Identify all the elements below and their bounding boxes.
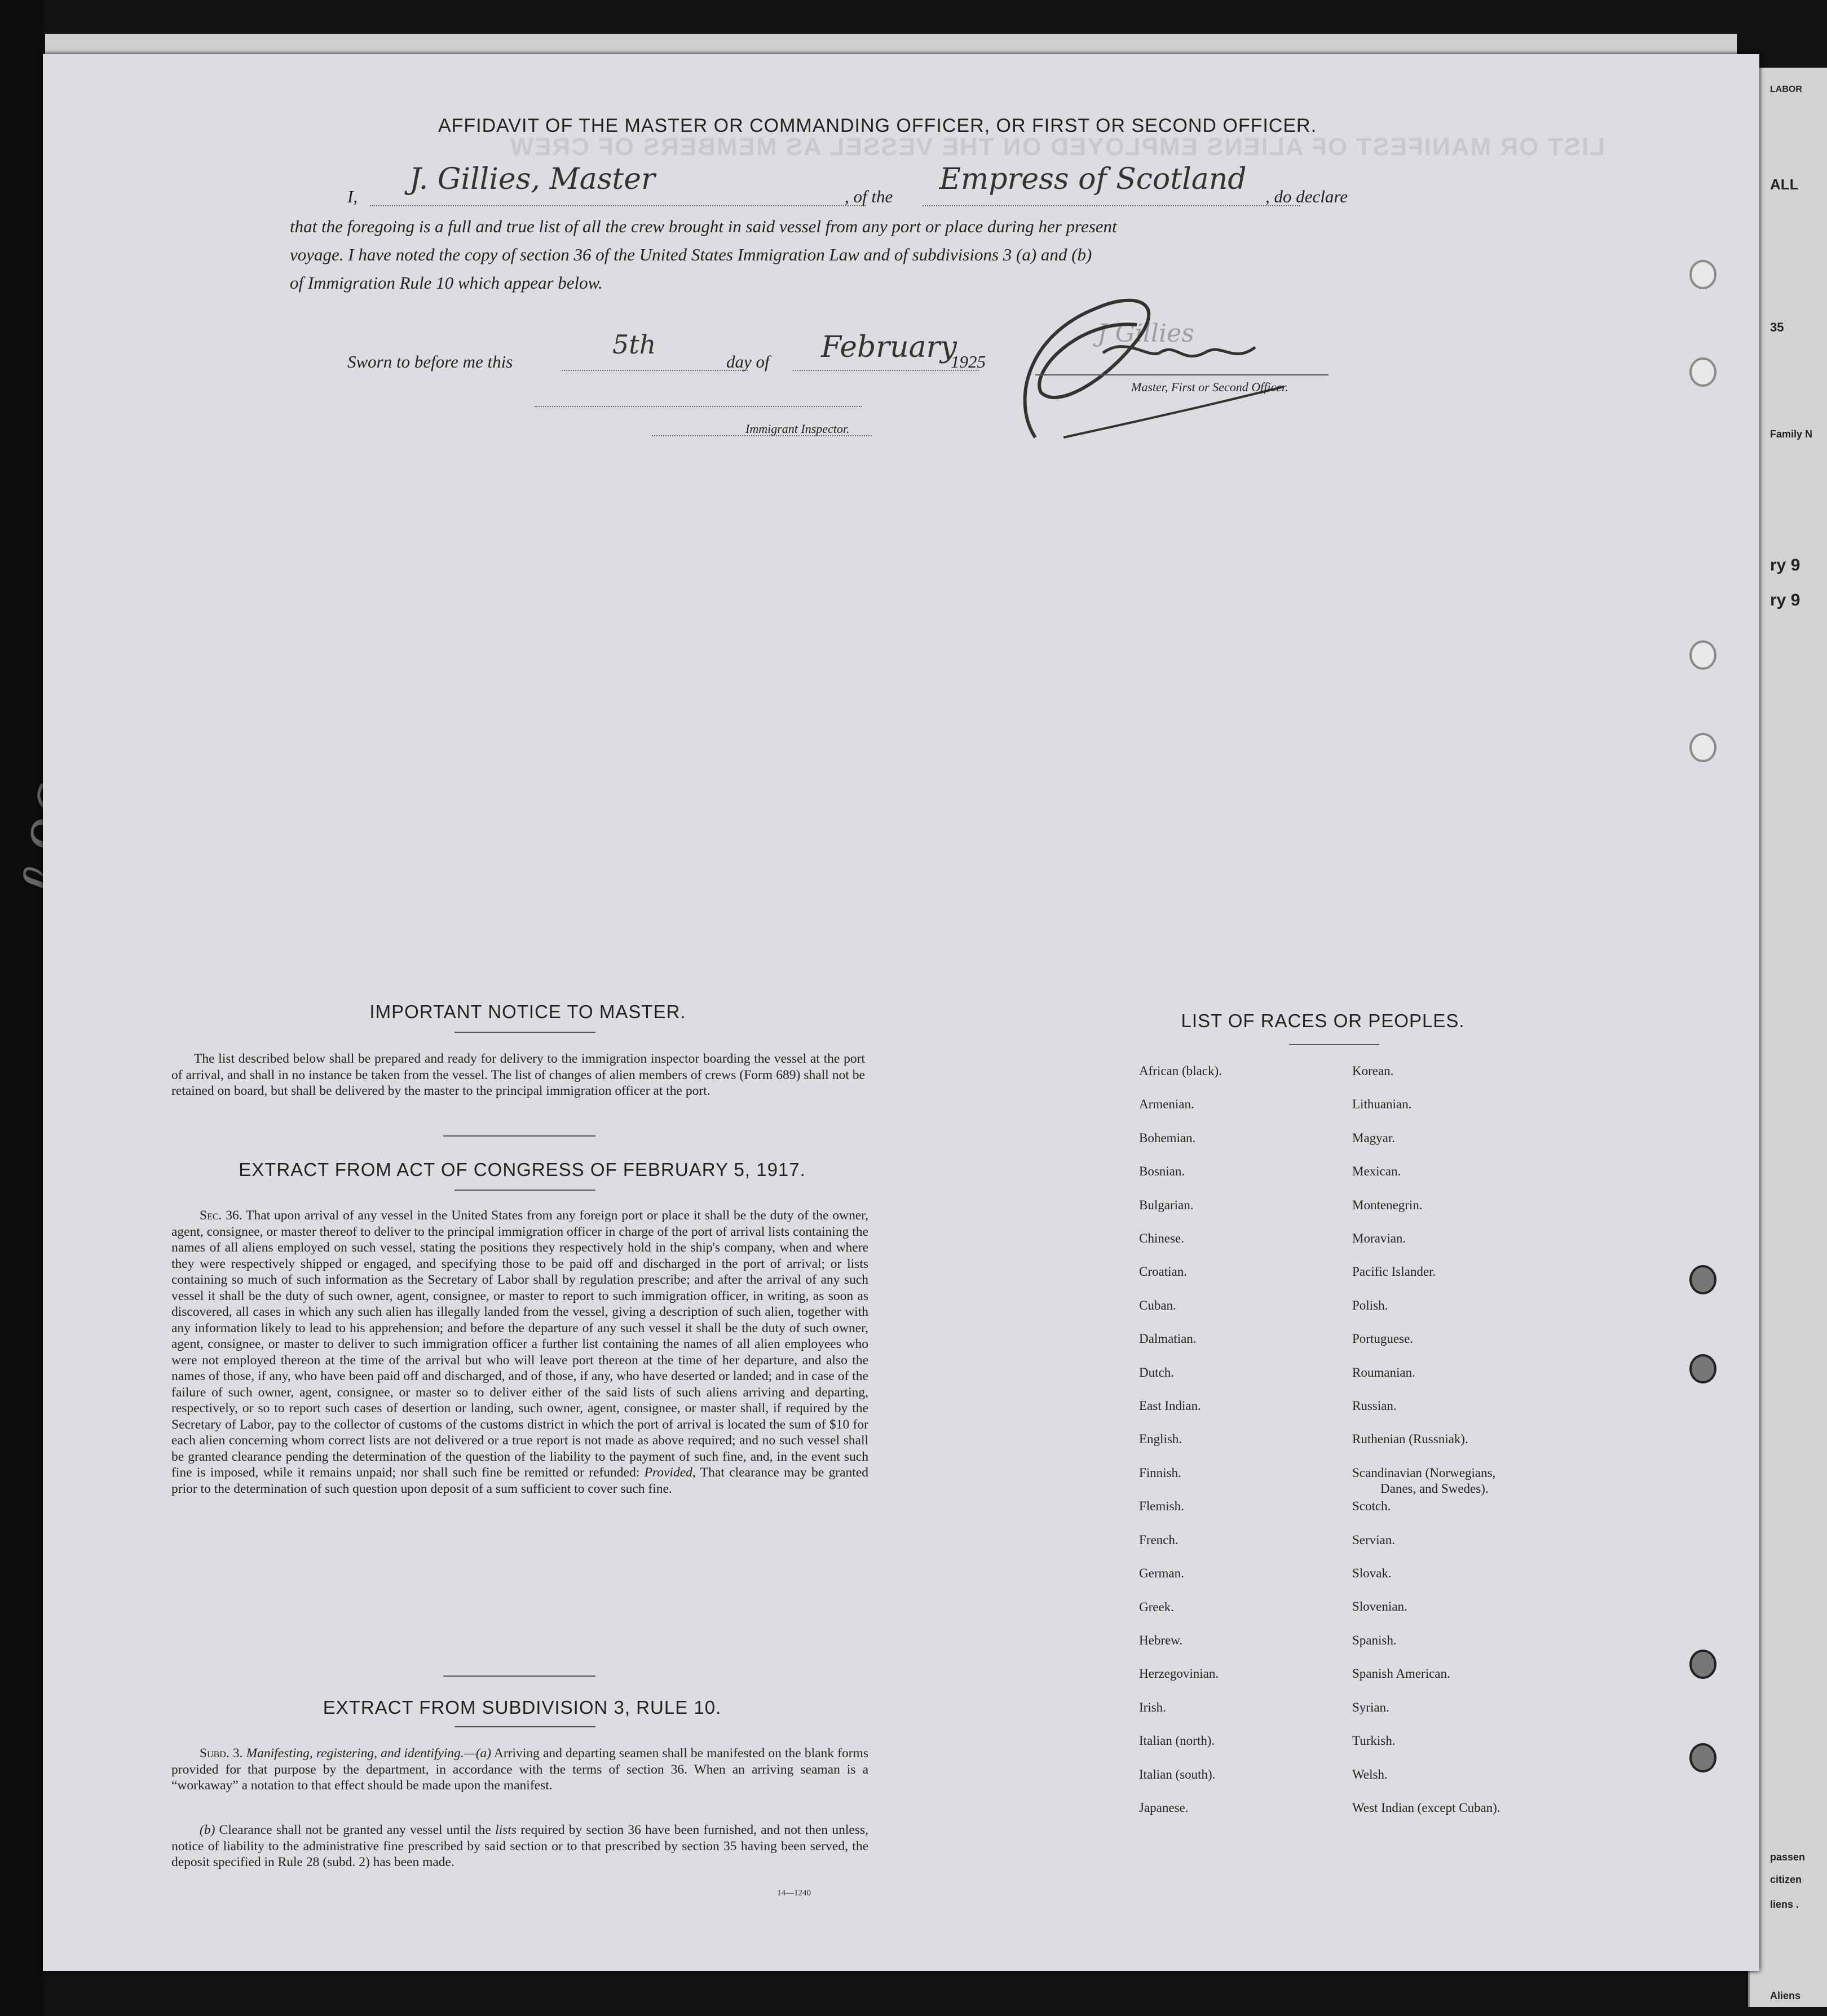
race-item: Bosnian. — [1139, 1164, 1185, 1179]
race-item: Japanese. — [1139, 1800, 1189, 1815]
signature-line — [1035, 374, 1329, 375]
rule-a-label: Subd. 3. — [200, 1746, 243, 1761]
race-item: Italian (south). — [1139, 1767, 1216, 1781]
handwritten-master-name: J. Gillies, Master — [409, 162, 655, 196]
race-item: German. — [1139, 1566, 1184, 1581]
inspector-line-upper — [535, 406, 862, 407]
affidavit-line1-suffix: , do declare — [1265, 187, 1348, 206]
edge-label: citizen — [1770, 1874, 1802, 1885]
affidavit-line1-middle: , of the — [845, 187, 893, 206]
edge-label: Family N — [1770, 428, 1813, 440]
affidavit-line4: of Immigration Rule 10 which appear below. — [290, 273, 603, 293]
race-item: Dalmatian. — [1139, 1332, 1197, 1346]
edge-label: ry 9 — [1770, 591, 1800, 609]
race-item: Portuguese. — [1352, 1332, 1413, 1346]
rule-b-text-2: required by section 36 have been furnished, and not then unless, notice of liability to the administrative fine prescribed by said section or to that prescribed by section 35 having been served, the deposit specified in Rule 28 (subd. 2) has been made. — [171, 1823, 869, 1869]
edge-label: passen — [1770, 1851, 1806, 1863]
races-left-column — [1139, 1054, 1222, 1824]
name-blank — [370, 205, 866, 206]
punch-hole — [1689, 733, 1716, 762]
race-item: Welsh. — [1352, 1767, 1388, 1781]
affidavit-title: AFFIDAVIT OF THE MASTER OR COMMANDING OFFICER, OR FIRST OR SECOND OFFICER. — [438, 115, 1317, 136]
punch-hole — [1689, 1354, 1716, 1383]
rule-heading: EXTRACT FROM SUBDIVISION 3, RULE 10. — [323, 1697, 722, 1718]
inspector-caption: Immigrant Inspector. — [745, 422, 850, 436]
act-divider — [443, 1675, 595, 1677]
notice-heading-rule — [454, 1032, 595, 1033]
race-item: Bohemian. — [1139, 1130, 1196, 1145]
rule-heading-rule — [454, 1726, 595, 1727]
edge-label: LABOR — [1770, 85, 1802, 94]
punch-hole — [1689, 1743, 1716, 1772]
race-item: Turkish. — [1352, 1734, 1396, 1748]
race-item: Ruthenian (Russniak). — [1352, 1432, 1468, 1447]
edge-label: ALL — [1770, 176, 1799, 193]
race-item: English. — [1139, 1432, 1182, 1447]
rule-a-italic: Manifesting, registering, and identifying.—(a) — [246, 1746, 492, 1761]
race-item: Scotch. — [1352, 1499, 1391, 1514]
race-item: Syrian. — [1352, 1700, 1389, 1714]
form-number: 14—1240 — [777, 1889, 811, 1898]
races-heading-rule — [1289, 1044, 1379, 1045]
race-item: Chinese. — [1139, 1231, 1184, 1246]
race-item: Croatian. — [1139, 1265, 1187, 1279]
race-item — [1352, 1456, 1501, 1496]
race-item: Spanish American. — [1352, 1666, 1450, 1681]
act-heading-rule — [454, 1190, 595, 1191]
race-item: Dutch. — [1139, 1365, 1174, 1380]
rule-paragraph-a — [171, 1745, 868, 1794]
punch-hole — [1689, 260, 1716, 289]
signature-caption: Master, First or Second Officer. — [1131, 380, 1288, 394]
punch-hole — [1689, 640, 1716, 670]
act-sec-label: Sec. 36. — [200, 1208, 242, 1223]
race-item: Servian. — [1352, 1532, 1396, 1547]
rule-a-text: Arriving and departing seamen shall be manifested on the blank forms provided for that purpose by the department, in accordance with the terms of section 36. When an arriving seaman is a “workaway” a notation to that effect should be made upon the manifest. — [171, 1746, 868, 1793]
race-item: Korean. — [1352, 1064, 1394, 1078]
punch-hole — [1689, 1265, 1716, 1294]
affidavit-line2: that the foregoing is a full and true list of all the crew brought in said vessel from any port or place during her present — [290, 216, 1117, 236]
race-item: Greek. — [1139, 1599, 1174, 1614]
rule-b-lists: lists — [495, 1823, 517, 1837]
act-provided-text: That clearance may be granted prior to the determination of such question upon deposit of a sum sufficient to cover such fine. — [171, 1465, 868, 1496]
rule-b-text-1: Clearance shall not be granted any vessel until the — [219, 1823, 491, 1837]
notice-divider — [443, 1135, 595, 1137]
race-item: Finnish. — [1139, 1465, 1181, 1480]
act-heading: EXTRACT FROM ACT OF CONGRESS OF FEBRUARY 5, 1917. — [239, 1159, 806, 1180]
affidavit-line1-prefix: I, — [347, 187, 358, 206]
race-item: Slovak. — [1352, 1566, 1392, 1581]
race-item: Slovenian. — [1352, 1599, 1407, 1614]
race-item: African (black). — [1139, 1064, 1222, 1078]
punch-hole — [1689, 357, 1716, 387]
edge-label: ry 9 — [1770, 556, 1800, 574]
race-item: French. — [1139, 1532, 1179, 1547]
rule-paragraph-b — [171, 1822, 868, 1871]
handwritten-month: February — [821, 330, 957, 364]
bleed-through-text: LIST OR MANIFEST OF ALIENS EMPLOYED ON THE VESSEL AS MEMBERS OF CREW — [509, 133, 1605, 161]
race-item: Irish. — [1139, 1700, 1166, 1714]
race-item: Pacific Islander. — [1352, 1265, 1436, 1279]
race-item: Moravian. — [1352, 1231, 1406, 1246]
race-item: Hebrew. — [1139, 1633, 1183, 1647]
handwritten-signature: J Gillies — [1097, 319, 1194, 348]
race-item: Montenegrin. — [1352, 1197, 1423, 1212]
race-item-line: Scandinavian (Norwegians, — [1352, 1465, 1496, 1480]
race-item: East Indian. — [1139, 1399, 1201, 1413]
document-page — [43, 54, 1759, 1971]
act-text: That upon arrival of any vessel in the United States from any foreign port or place it shall be the duty of the owner, agent, consignee, or master thereof to deliver to the principal immigration officer in charge of the port of arrival lists containing the names of all aliens employed on such vessel, stating the positions they respectively hold in the ship's company, when and where they were respectively shipped or engaged, and specifying those to be paid off and discharged in the port of arrival; or lists containing so much of such information as the Secretary of Labor shall by regulation prescribe; and after the arrival of any such vessel it shall be the duty of such owner, agent, consignee, or master to report to such immigration officer, in writing, as soon as discovered, all cases in which any such alien has illegally landed from the vessel, giving a description of such alien, together with any information likely to lead to his apprehension; and before the departure of any such vessel it shall be the duty of such owner, agent, consignee, or master to deliver to such immigration officer a further list containing the names of all alien employees who were not employed thereon at the time of the arrival but who will leave port thereon at the time of her departure, and also the names of those, if any, who have been paid off and discharged, and of those, if any, who have deserted or landed; and in case of the failure of such owner, agent, consignee, or master so to deliver either of the said lists of such aliens arriving and departing, respectively, or so to report such cases of desertion or landing, such owner, agent, consignee, or master shall, if required by the Secretary of Labor, pay to the collector of customs of the customs district in which the port of arrival is located the sum of $10 for each alien concerning whom correct lists are not delivered or a true report is not made as above required; and no such vessel shall be granted clearance pending the determination of the question of the liability to the payment of such fine, and, in the event such fine is imposed, while it remains unpaid; nor shall such fine be remitted or refunded: — [171, 1208, 869, 1480]
races-heading: LIST OF RACES OR PEOPLES. — [1181, 1010, 1465, 1031]
edge-label: Aliens — [1770, 1990, 1801, 2001]
vessel-blank — [923, 205, 1300, 206]
race-item: Italian (north). — [1139, 1734, 1215, 1748]
edge-label: 35 — [1770, 320, 1784, 334]
race-item: Magyar. — [1352, 1130, 1396, 1145]
signature-flourish — [990, 268, 1340, 454]
race-item: Armenian. — [1139, 1097, 1194, 1112]
handwritten-vessel-name: Empress of Scotland — [939, 162, 1247, 196]
race-item: Lithuanian. — [1352, 1097, 1412, 1112]
race-item: Spanish. — [1352, 1633, 1397, 1647]
handwritten-day: 5th — [612, 329, 656, 360]
edge-label: liens . — [1770, 1899, 1799, 1910]
race-item: Russian. — [1352, 1399, 1397, 1413]
race-item: Flemish. — [1139, 1499, 1184, 1514]
adjacent-page-edge — [1748, 68, 1827, 2007]
race-item-continuation: Danes, and Swedes). — [1380, 1481, 1489, 1496]
race-item: Herzegovinian. — [1139, 1666, 1219, 1681]
punch-hole — [1689, 1650, 1716, 1679]
sworn-year: 1925 — [951, 352, 986, 372]
day-blank — [562, 370, 748, 371]
race-item: Roumanian. — [1352, 1365, 1415, 1380]
left-dark-margin — [0, 0, 43, 2016]
race-item: Polish. — [1352, 1298, 1388, 1312]
race-item: Cuban. — [1139, 1298, 1176, 1312]
act-paragraph — [171, 1208, 868, 1497]
race-item: Mexican. — [1352, 1164, 1401, 1179]
affidavit-line3: voyage. I have noted the copy of section 36 of the United States Immigration Law and of subdivisions 3 (a) and (b) — [290, 245, 1092, 264]
notice-paragraph — [171, 1051, 865, 1099]
races-right-column — [1352, 1054, 1501, 1824]
notice-text: The list described below shall be prepared and ready for delivery to the immigration inspector boarding the vessel at the port of arrival, and shall in no instance be taken from the vessel. The list of changes of alien members of crews (Form 689) shall not be retained on board, but shall be delivered by the master to the principal immigration officer at the port. — [171, 1051, 865, 1098]
sworn-middle: day of — [726, 352, 770, 372]
sworn-prefix: Sworn to before me this — [347, 352, 513, 372]
notice-heading: IMPORTANT NOTICE TO MASTER. — [369, 1001, 686, 1022]
race-item: Bulgarian. — [1139, 1197, 1194, 1212]
act-provided-label: Provided, — [644, 1465, 696, 1480]
race-item: West Indian (except Cuban). — [1352, 1800, 1501, 1815]
rule-b-label: (b) — [200, 1823, 215, 1837]
